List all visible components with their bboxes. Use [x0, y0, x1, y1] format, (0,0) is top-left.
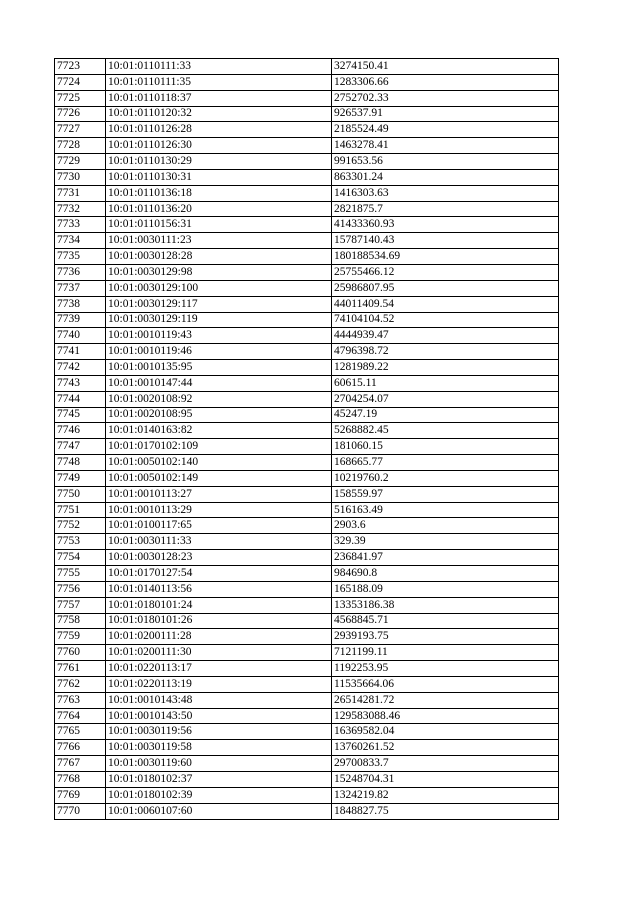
row-number-cell: 7735 — [55, 249, 106, 265]
row-number-cell: 7763 — [55, 692, 106, 708]
cadastral-number-cell: 10:01:0110130:31 — [106, 169, 332, 185]
value-cell: 2903.6 — [332, 518, 559, 534]
cadastral-number-cell: 10:01:0220113:19 — [106, 676, 332, 692]
row-number-cell: 7729 — [55, 154, 106, 170]
row-number-cell: 7765 — [55, 724, 106, 740]
row-number-cell: 7755 — [55, 566, 106, 582]
value-cell: 2821875.7 — [332, 201, 559, 217]
cadastral-number-cell: 10:01:0030129:100 — [106, 280, 332, 296]
value-cell: 25986807.95 — [332, 280, 559, 296]
value-cell: 1463278.41 — [332, 138, 559, 154]
value-cell: 181060.15 — [332, 439, 559, 455]
row-number-cell: 7740 — [55, 328, 106, 344]
cadastral-number-cell: 10:01:0010147:44 — [106, 375, 332, 391]
row-number-cell: 7769 — [55, 787, 106, 803]
row-number-cell: 7731 — [55, 185, 106, 201]
cadastral-number-cell: 10:01:0030129:98 — [106, 264, 332, 280]
row-number-cell: 7756 — [55, 581, 106, 597]
table-row — [55, 280, 559, 296]
value-cell: 74104104.52 — [332, 312, 559, 328]
row-number-cell: 7732 — [55, 201, 106, 217]
value-cell: 44011409.54 — [332, 296, 559, 312]
value-cell: 3274150.41 — [332, 59, 559, 75]
value-cell: 129583088.46 — [332, 708, 559, 724]
table-body — [55, 59, 559, 820]
row-number-cell: 7752 — [55, 518, 106, 534]
row-number-cell: 7741 — [55, 344, 106, 360]
cadastral-number-cell: 10:01:0110118:37 — [106, 90, 332, 106]
row-number-cell: 7745 — [55, 407, 106, 423]
value-cell: 13760261.52 — [332, 740, 559, 756]
cadastral-number-cell: 10:01:0100117:65 — [106, 518, 332, 534]
value-cell: 236841.97 — [332, 550, 559, 566]
row-number-cell: 7746 — [55, 423, 106, 439]
table-row — [55, 581, 559, 597]
table-row — [55, 312, 559, 328]
table-row — [55, 375, 559, 391]
row-number-cell: 7725 — [55, 90, 106, 106]
cadastral-number-cell: 10:01:0030129:117 — [106, 296, 332, 312]
cadastral-number-cell: 10:01:0200111:30 — [106, 645, 332, 661]
table-row — [55, 74, 559, 90]
table-row — [55, 185, 559, 201]
table-row — [55, 613, 559, 629]
table-row — [55, 676, 559, 692]
cadastral-number-cell: 10:01:0170102:109 — [106, 439, 332, 455]
cadastral-number-cell: 10:01:0170127:54 — [106, 566, 332, 582]
row-number-cell: 7727 — [55, 122, 106, 138]
value-cell: 29700833.7 — [332, 756, 559, 772]
value-cell: 984690.8 — [332, 566, 559, 582]
cadastral-number-cell: 10:01:0180101:24 — [106, 597, 332, 613]
row-number-cell: 7734 — [55, 233, 106, 249]
value-cell: 2752702.33 — [332, 90, 559, 106]
row-number-cell: 7770 — [55, 803, 106, 819]
row-number-cell: 7768 — [55, 771, 106, 787]
table-row — [55, 534, 559, 550]
cadastral-number-cell: 10:01:0030111:33 — [106, 534, 332, 550]
value-cell: 863301.24 — [332, 169, 559, 185]
value-cell: 11535664.06 — [332, 676, 559, 692]
row-number-cell: 7743 — [55, 375, 106, 391]
value-cell: 7121199.11 — [332, 645, 559, 661]
value-cell: 926537.91 — [332, 106, 559, 122]
row-number-cell: 7723 — [55, 59, 106, 75]
cadastral-number-cell: 10:01:0050102:140 — [106, 455, 332, 471]
cadastral-number-cell: 10:01:0110126:30 — [106, 138, 332, 154]
value-cell: 26514281.72 — [332, 692, 559, 708]
table-row — [55, 550, 559, 566]
value-cell: 2704254.07 — [332, 391, 559, 407]
table-row — [55, 787, 559, 803]
row-number-cell: 7753 — [55, 534, 106, 550]
row-number-cell: 7744 — [55, 391, 106, 407]
row-number-cell: 7750 — [55, 486, 106, 502]
value-cell: 1848827.75 — [332, 803, 559, 819]
table-row — [55, 169, 559, 185]
row-number-cell: 7733 — [55, 217, 106, 233]
value-cell: 1416303.63 — [332, 185, 559, 201]
table-row — [55, 233, 559, 249]
table-row — [55, 518, 559, 534]
table-row — [55, 407, 559, 423]
row-number-cell: 7754 — [55, 550, 106, 566]
cadastral-number-cell: 10:01:0010119:46 — [106, 344, 332, 360]
value-cell: 5268882.45 — [332, 423, 559, 439]
value-cell: 516163.49 — [332, 502, 559, 518]
table-row — [55, 59, 559, 75]
row-number-cell: 7749 — [55, 470, 106, 486]
cadastral-number-cell: 10:01:0180102:39 — [106, 787, 332, 803]
table-row — [55, 455, 559, 471]
value-cell: 2185524.49 — [332, 122, 559, 138]
table-row — [55, 803, 559, 819]
row-number-cell: 7724 — [55, 74, 106, 90]
table-row — [55, 201, 559, 217]
row-number-cell: 7767 — [55, 756, 106, 772]
cadastral-number-cell: 10:01:0140163:82 — [106, 423, 332, 439]
table-row — [55, 771, 559, 787]
row-number-cell: 7726 — [55, 106, 106, 122]
table-row — [55, 486, 559, 502]
value-cell: 1281989.22 — [332, 360, 559, 376]
table-row — [55, 692, 559, 708]
value-cell: 158559.97 — [332, 486, 559, 502]
row-number-cell: 7748 — [55, 455, 106, 471]
cadastral-number-cell: 10:01:0110156:31 — [106, 217, 332, 233]
row-number-cell: 7760 — [55, 645, 106, 661]
cadastral-number-cell: 10:01:0030129:119 — [106, 312, 332, 328]
cadastral-number-cell: 10:01:0030119:58 — [106, 740, 332, 756]
cadastral-number-cell: 10:01:0110130:29 — [106, 154, 332, 170]
table-row — [55, 138, 559, 154]
cadastral-number-cell: 10:01:0110111:33 — [106, 59, 332, 75]
cadastral-number-cell: 10:01:0200111:28 — [106, 629, 332, 645]
row-number-cell: 7728 — [55, 138, 106, 154]
value-cell: 13353186.38 — [332, 597, 559, 613]
value-cell: 25755466.12 — [332, 264, 559, 280]
value-cell: 165188.09 — [332, 581, 559, 597]
cadastral-number-cell: 10:01:0180101:26 — [106, 613, 332, 629]
value-cell: 60615.11 — [332, 375, 559, 391]
value-cell: 2939193.75 — [332, 629, 559, 645]
cadastral-number-cell: 10:01:0110111:35 — [106, 74, 332, 90]
cadastral-number-cell: 10:01:0020108:95 — [106, 407, 332, 423]
row-number-cell: 7751 — [55, 502, 106, 518]
table-row — [55, 740, 559, 756]
table-row — [55, 470, 559, 486]
value-cell: 45247.19 — [332, 407, 559, 423]
value-cell: 1283306.66 — [332, 74, 559, 90]
row-number-cell: 7738 — [55, 296, 106, 312]
cadastral-number-cell: 10:01:0220113:17 — [106, 661, 332, 677]
row-number-cell: 7757 — [55, 597, 106, 613]
cadastral-number-cell: 10:01:0010113:29 — [106, 502, 332, 518]
cadastral-number-cell: 10:01:0110136:20 — [106, 201, 332, 217]
row-number-cell: 7761 — [55, 661, 106, 677]
table-row — [55, 344, 559, 360]
table-row — [55, 708, 559, 724]
table-row — [55, 439, 559, 455]
cadastral-number-cell: 10:01:0060107:60 — [106, 803, 332, 819]
table-row — [55, 328, 559, 344]
table-row — [55, 566, 559, 582]
value-cell: 4444939.47 — [332, 328, 559, 344]
value-cell: 1324219.82 — [332, 787, 559, 803]
cadastral-number-cell: 10:01:0030128:28 — [106, 249, 332, 265]
cadastral-number-cell: 10:01:0010143:48 — [106, 692, 332, 708]
cadastral-number-cell: 10:01:0030111:23 — [106, 233, 332, 249]
table-row — [55, 264, 559, 280]
value-cell: 180188534.69 — [332, 249, 559, 265]
table-row — [55, 645, 559, 661]
cadastral-number-cell: 10:01:0030119:60 — [106, 756, 332, 772]
cadastral-number-cell: 10:01:0140113:56 — [106, 581, 332, 597]
value-cell: 168665.77 — [332, 455, 559, 471]
table-row — [55, 661, 559, 677]
table-row — [55, 154, 559, 170]
row-number-cell: 7739 — [55, 312, 106, 328]
cadastral-number-cell: 10:01:0050102:149 — [106, 470, 332, 486]
value-cell: 991653.56 — [332, 154, 559, 170]
table-row — [55, 296, 559, 312]
cadastral-number-cell: 10:01:0110136:18 — [106, 185, 332, 201]
row-number-cell: 7758 — [55, 613, 106, 629]
value-cell: 1192253.95 — [332, 661, 559, 677]
row-number-cell: 7742 — [55, 360, 106, 376]
cadastral-number-cell: 10:01:0030119:56 — [106, 724, 332, 740]
cadastral-number-cell: 10:01:0010119:43 — [106, 328, 332, 344]
row-number-cell: 7736 — [55, 264, 106, 280]
data-table — [54, 58, 559, 820]
cadastral-number-cell: 10:01:0110126:28 — [106, 122, 332, 138]
table-row — [55, 756, 559, 772]
value-cell: 4796398.72 — [332, 344, 559, 360]
table-row — [55, 724, 559, 740]
cadastral-number-cell: 10:01:0110120:32 — [106, 106, 332, 122]
table-row — [55, 217, 559, 233]
row-number-cell: 7747 — [55, 439, 106, 455]
table-row — [55, 90, 559, 106]
row-number-cell: 7762 — [55, 676, 106, 692]
value-cell: 41433360.93 — [332, 217, 559, 233]
row-number-cell: 7764 — [55, 708, 106, 724]
row-number-cell: 7759 — [55, 629, 106, 645]
table-row — [55, 106, 559, 122]
value-cell: 329.39 — [332, 534, 559, 550]
row-number-cell: 7766 — [55, 740, 106, 756]
row-number-cell: 7737 — [55, 280, 106, 296]
cadastral-number-cell: 10:01:0010135:95 — [106, 360, 332, 376]
value-cell: 4568845.71 — [332, 613, 559, 629]
table-row — [55, 423, 559, 439]
cadastral-number-cell: 10:01:0180102:37 — [106, 771, 332, 787]
table-row — [55, 249, 559, 265]
table-row — [55, 360, 559, 376]
cadastral-number-cell: 10:01:0020108:92 — [106, 391, 332, 407]
value-cell: 15248704.31 — [332, 771, 559, 787]
value-cell: 15787140.43 — [332, 233, 559, 249]
cadastral-number-cell: 10:01:0010113:27 — [106, 486, 332, 502]
row-number-cell: 7730 — [55, 169, 106, 185]
value-cell: 16369582.04 — [332, 724, 559, 740]
table-row — [55, 597, 559, 613]
cadastral-number-cell: 10:01:0010143:50 — [106, 708, 332, 724]
table-row — [55, 122, 559, 138]
value-cell: 10219760.2 — [332, 470, 559, 486]
table-row — [55, 629, 559, 645]
table-row — [55, 502, 559, 518]
table-row — [55, 391, 559, 407]
cadastral-number-cell: 10:01:0030128:23 — [106, 550, 332, 566]
